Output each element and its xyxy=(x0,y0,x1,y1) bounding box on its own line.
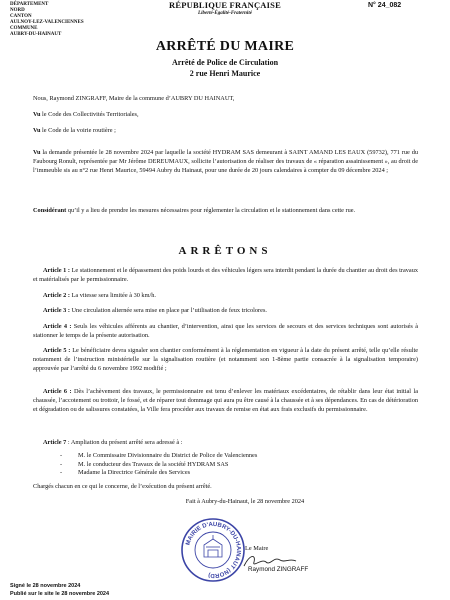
charges-paragraph: Chargés chacun en ce qui le concerne, de l’exécution du présent arrêté. xyxy=(33,483,212,490)
vu-text: la demande présentée le 28 novembre 2024 par laquelle la société HYDRAM SAS demeurant à SAINT AMAND LES EAUX (59732), 771 rue du Faubourg Ronult, représentée par Mr Jérôme DEREUMAUX, sollicite l’autorisation de réaliser des travaux de « réparation assainissement », au droit de l’immeuble sis au n°2 rue Henri Maurice, 59494 Aubry du Hainaut, pour une durée de 20 jours calendaires à compter du 09 décembre 2024 ; xyxy=(33,149,418,174)
article-5 xyxy=(33,346,418,373)
vu-demande xyxy=(33,148,418,175)
vu-voirie xyxy=(33,126,418,135)
document-address: 2 rue Henri Maurice xyxy=(189,69,261,78)
article-label: Article 2 : xyxy=(43,292,70,299)
place-date: Fait à Aubry-du-Hainaut, le 28 novembre 2024 xyxy=(185,498,305,505)
signed-date: Signé le 28 novembre 2024 xyxy=(10,583,81,589)
vu-keyword: Vu xyxy=(33,111,41,118)
article-label: Article 5 : xyxy=(43,347,71,354)
considerant-keyword: Considérant xyxy=(33,207,67,214)
vu-keyword: Vu xyxy=(33,149,41,156)
article-label: Article 6 : xyxy=(43,388,72,395)
stamp-text: MAIRIE D'AUBRY-DU-HAINAUT (NORD) xyxy=(185,521,242,579)
decree-number: N° 24_082 xyxy=(368,2,402,9)
article-text: Seuls les véhicules afférents au chantier, d’intervention, ainsi que les services de secours et des services techniques sont autorisés à stationner le temps de la présente autorisation. xyxy=(33,323,419,339)
vu-text: le Code de la voirie routière ; xyxy=(40,127,116,134)
canton-label: CANTON xyxy=(10,14,32,19)
document-title: ARRÊTÉ DU MAIRE xyxy=(155,39,295,54)
national-motto: Liberté-Égalité-Fraternité xyxy=(198,11,252,16)
article-text: Le stationnement et le dépassement des poids lourds et des véhicules légers sera interdit pendant la durée du chantier au droit des travaux et matérialisés par le permissionnaire. xyxy=(33,267,418,283)
list-item: - M. le Commissaire Divisionnaire du District de Police de Valenciennes xyxy=(60,452,400,461)
mayor-title: Le Maire xyxy=(245,545,269,552)
article-4 xyxy=(33,322,418,340)
official-stamp xyxy=(180,517,246,583)
article-6 xyxy=(33,387,418,414)
article-text: La vitesse sera limitée à 30 km/h. xyxy=(69,292,156,299)
commune-value: AUBRY-DU-HAINAUT xyxy=(10,32,62,37)
considerant-paragraph xyxy=(33,206,418,215)
article-label: Article 1 : xyxy=(43,267,70,274)
vu-text: le Code des Collectivités Territoriales, xyxy=(40,111,139,118)
vu-collectivites xyxy=(33,110,418,119)
list-item: - Madame la Directrice Générale des Services xyxy=(60,469,400,478)
article-1 xyxy=(33,266,418,284)
article-7 xyxy=(33,438,418,447)
commune-label: COMMUNE xyxy=(10,26,38,31)
article-text: Dès l’achèvement des travaux, le permissionnaire est tenu d’enlever les matériaux excédentaires, de rétablir dans leur état initial la chaussée, l’accotement ou trottoir, le fossé, et de réparer tout dommage qui aura pu être causé à la chaussée et à ses dépendances. En cas de détérioration et dégradation ou de salissures constatées, la Ville fera procéder aux travaux de remise en état aux frais exclusifs du permissionnaire. xyxy=(33,388,419,413)
dept-label: DÉPARTEMENT xyxy=(10,2,49,7)
republic-header: RÉPUBLIQUE FRANÇAISE xyxy=(169,0,281,10)
published-date: Publié sur le site le 28 novembre 2024 xyxy=(10,591,110,597)
article-text: Le bénéficiaire devra signaler son chantier conformément à la réglementation en vigueur à la date du présent arrêté, telle qu’elle résulte notamment de l’instruction ministérielle sur la signalisation routière (et notamment son 1-8ème partie consacrée à la signalisation temporaire) approuvée par l’arrêté du 6 novembre 1992 modifié ; xyxy=(33,347,419,372)
recipient-list xyxy=(60,452,400,478)
document-subtitle: Arrêté de Police de Circulation xyxy=(171,58,279,67)
article-text: : Ampliation du présent arrêté sera adressé à : xyxy=(66,439,183,446)
vu-keyword: Vu xyxy=(33,127,41,134)
canton-value: AULNOY-LEZ-VALENCIENNES xyxy=(10,20,84,25)
article-label: Article 4 : xyxy=(43,323,72,330)
intro-paragraph: Nous, Raymond ZINGRAFF, Maire de la commune d’AUBRY DU HAINAUT, xyxy=(33,95,235,102)
arretons-heading: ARRÊTONS xyxy=(178,245,272,257)
article-3 xyxy=(33,306,418,315)
article-label: Article 3 : xyxy=(43,307,70,314)
article-text: Une circulation alternée sera mise en place par l’utilisation de feux tricolores. xyxy=(69,307,267,314)
dept-value: NORD xyxy=(10,8,25,13)
considerant-text: qu’il y a lieu de prendre les mesures nécessaires pour réglementer la circulation et le stationnement dans cette rue. xyxy=(66,207,356,214)
list-item: - M. le conducteur des Travaux de la société HYDRAM SAS xyxy=(60,461,400,470)
article-label: Article 7 xyxy=(43,439,67,446)
article-2 xyxy=(33,291,418,300)
mayor-name: Raymond ZINGRAFF xyxy=(248,566,309,573)
